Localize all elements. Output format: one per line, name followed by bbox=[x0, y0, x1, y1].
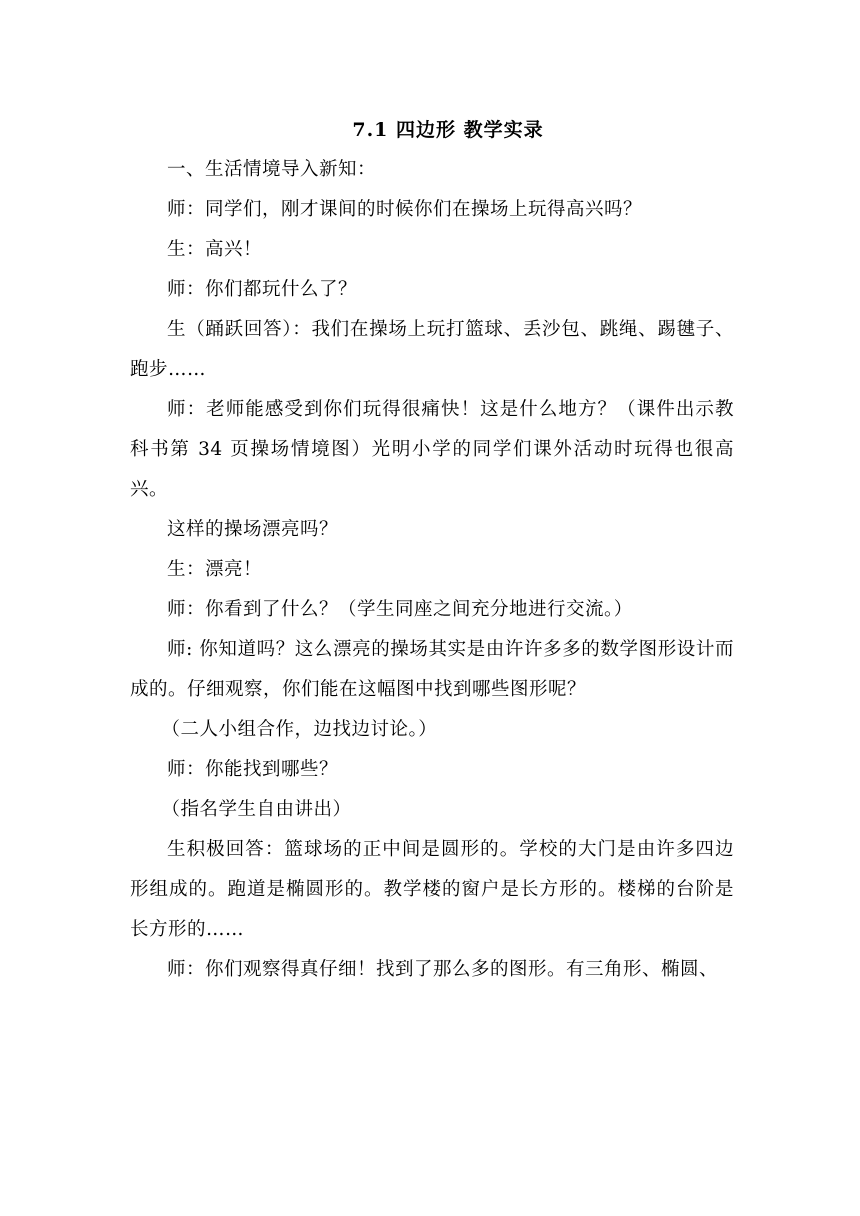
dialogue-paragraph: 师：你看到了什么？（学生同座之间充分地进行交流。） bbox=[167, 599, 633, 620]
dialogue-paragraph: 生（踊跃回答）：我们在操场上玩打篮球、丢沙包、跳绳、踢毽子、跑步…… bbox=[130, 319, 734, 380]
stage-direction-paragraph: （指名学生自由讲出） bbox=[161, 799, 352, 820]
dialogue-paragraph: 师：老师能感受到你们玩得很痛快！这是什么地方？（课件出示教科书第 34 页操场情境图）光明小学的同学们课外活动时玩得也很高兴。 bbox=[130, 399, 734, 500]
dialogue-paragraph: 师：你们都玩什么了？ bbox=[167, 279, 358, 300]
document-title: 7.1 四边形 教学实录 bbox=[352, 119, 544, 141]
dialogue-paragraph: 生：漂亮！ bbox=[167, 559, 263, 580]
dialogue-paragraph: 师：你们观察得真仔细！找到了那么多的图形。有三角形、椭圆、 bbox=[167, 959, 719, 980]
dialogue-paragraph: 师：你能找到哪些？ bbox=[167, 759, 339, 780]
dialogue-paragraph: 师: 你知道吗？这么漂亮的操场其实是由许许多多的数学图形设计而成的。仔细观察，你们能在这幅图中找到哪些图形呢？ bbox=[130, 639, 734, 700]
section-heading: 一、生活情境导入新知： bbox=[167, 159, 377, 180]
stage-direction-paragraph: （二人小组合作，边找边讨论。） bbox=[161, 719, 438, 740]
dialogue-paragraph: 师：同学们，刚才课间的时候你们在操场上玩得高兴吗？ bbox=[167, 199, 643, 220]
dialogue-paragraph: 这样的操场漂亮吗？ bbox=[167, 519, 339, 540]
document-body bbox=[130, 110, 734, 990]
dialogue-paragraph: 生积极回答：篮球场的正中间是圆形的。学校的大门是由许多四边形组成的。跑道是椭圆形的。教学楼的窗户是长方形的。楼梯的台阶是长方形的…… bbox=[130, 839, 734, 940]
dialogue-paragraph: 生：高兴！ bbox=[167, 239, 263, 260]
